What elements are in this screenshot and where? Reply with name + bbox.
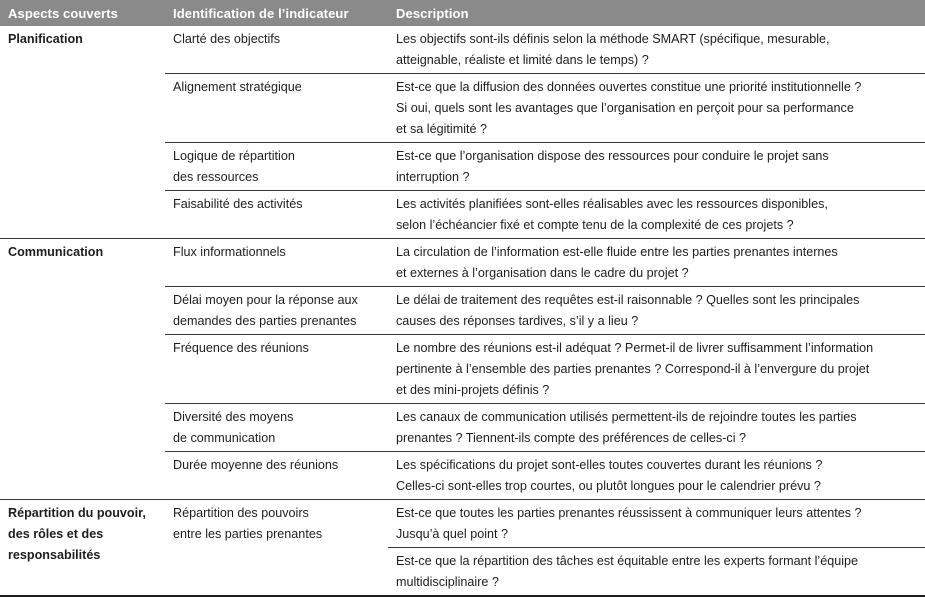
indicator-cell bbox=[165, 500, 388, 548]
description-cell bbox=[388, 500, 925, 548]
description-line: Est-ce que la répartition des tâches est équitable entre les experts formant l’équipe bbox=[396, 554, 859, 568]
description-line: Si oui, quels sont les avantages que l’organisation en perçoit pour sa performance bbox=[396, 101, 854, 115]
table-body bbox=[0, 26, 925, 596]
indicator-cell bbox=[165, 404, 388, 452]
description-line: Les spécifications du projet sont-elles toutes couvertes durant les réunions ? bbox=[396, 458, 823, 472]
description-cell bbox=[388, 404, 925, 452]
description-line: Les objectifs sont-ils définis selon la méthode SMART (spécifique, mesurable, bbox=[396, 32, 830, 46]
indicator-line: Répartition des pouvoirs bbox=[173, 506, 309, 520]
header-aspects: Aspects couverts bbox=[0, 0, 165, 26]
aspect-line: Communication bbox=[8, 245, 104, 259]
description-cell bbox=[388, 26, 925, 74]
indicator-line: Faisabilité des activités bbox=[173, 197, 303, 211]
indicator-cell bbox=[165, 143, 388, 191]
description-cell bbox=[388, 335, 925, 404]
description-line: et sa légitimité ? bbox=[396, 122, 487, 136]
description-line: Les canaux de communication utilisés permettent-ils de rejoindre toutes les parties bbox=[396, 410, 857, 424]
indicator-line: Alignement stratégique bbox=[173, 80, 302, 94]
aspect-cell bbox=[0, 500, 165, 597]
indicator-line: Logique de répartition bbox=[173, 149, 295, 163]
header-indicator: Identification de l’indicateur bbox=[165, 0, 388, 26]
description-line: Celles-ci sont-elles trop courtes, ou plutôt longues pour le calendrier prévu ? bbox=[396, 479, 821, 493]
description-cell bbox=[388, 287, 925, 335]
description-line: pertinente à l’ensemble des parties prenantes ? Correspond-il à l’envergure du projet bbox=[396, 362, 870, 376]
description-line: interruption ? bbox=[396, 170, 470, 184]
indicator-line: Durée moyenne des réunions bbox=[173, 458, 339, 472]
description-line: multidisciplinaire ? bbox=[396, 575, 499, 589]
indicator-cell bbox=[165, 548, 388, 597]
description-cell bbox=[388, 191, 925, 239]
indicator-line: Fréquence des réunions bbox=[173, 341, 309, 355]
indicator-cell bbox=[165, 74, 388, 143]
description-cell bbox=[388, 74, 925, 143]
description-line: prenantes ? Tiennent-ils compte des préférences de celles-ci ? bbox=[396, 431, 747, 445]
aspect-cell bbox=[0, 26, 165, 239]
description-cell bbox=[388, 143, 925, 191]
description-cell bbox=[388, 452, 925, 500]
indicator-cell bbox=[165, 26, 388, 74]
description-line: Jusqu’à quel point ? bbox=[396, 527, 509, 541]
indicator-line: Diversité des moyens bbox=[173, 410, 294, 424]
description-line: Le délai de traitement des requêtes est-il raisonnable ? Quelles sont les principales bbox=[396, 293, 860, 307]
description-line: et des mini-projets définis ? bbox=[396, 383, 550, 397]
aspect-line: des rôles et des bbox=[8, 527, 104, 541]
description-cell bbox=[388, 548, 925, 597]
indicator-cell bbox=[165, 191, 388, 239]
aspect-line: Répartition du pouvoir, bbox=[8, 506, 146, 520]
table-row bbox=[0, 239, 925, 287]
indicator-line: de communication bbox=[173, 431, 276, 445]
table-row bbox=[0, 26, 925, 74]
description-cell bbox=[388, 239, 925, 287]
indicator-line: demandes des parties prenantes bbox=[173, 314, 357, 328]
aspect-cell bbox=[0, 239, 165, 500]
header-description: Description bbox=[388, 0, 925, 26]
aspect-line: responsabilités bbox=[8, 548, 101, 562]
description-line: Les activités planifiées sont-elles réalisables avec les ressources disponibles, bbox=[396, 197, 828, 211]
indicator-line: des ressources bbox=[173, 170, 259, 184]
description-line: selon l’échéancier fixé et compte tenu de la complexité de ces projets ? bbox=[396, 218, 794, 232]
table-row bbox=[0, 500, 925, 548]
indicator-cell bbox=[165, 239, 388, 287]
indicator-line: entre les parties prenantes bbox=[173, 527, 323, 541]
description-line: atteignable, réaliste et limité dans le temps) ? bbox=[396, 53, 649, 67]
description-line: La circulation de l’information est-elle fluide entre les parties prenantes internes bbox=[396, 245, 838, 259]
description-line: causes des réponses tardives, s’il y a lieu ? bbox=[396, 314, 639, 328]
table-header-row bbox=[0, 0, 925, 26]
indicator-cell bbox=[165, 287, 388, 335]
indicator-line: Clarté des objectifs bbox=[173, 32, 281, 46]
aspect-line: Planification bbox=[8, 32, 83, 46]
indicator-cell bbox=[165, 452, 388, 500]
indicator-line: Flux informationnels bbox=[173, 245, 286, 259]
indicator-cell bbox=[165, 335, 388, 404]
description-line: et externes à l’organisation dans le cadre du projet ? bbox=[396, 266, 689, 280]
description-line: Est-ce que l’organisation dispose des ressources pour conduire le projet sans bbox=[396, 149, 829, 163]
indicator-line: Délai moyen pour la réponse aux bbox=[173, 293, 358, 307]
description-line: Le nombre des réunions est-il adéquat ? Permet-il de livrer suffisamment l’information bbox=[396, 341, 874, 355]
description-line: Est-ce que toutes les parties prenantes réussissent à communiquer leurs attentes ? bbox=[396, 506, 862, 520]
description-line: Est-ce que la diffusion des données ouvertes constitue une priorité institutionnelle ? bbox=[396, 80, 862, 94]
